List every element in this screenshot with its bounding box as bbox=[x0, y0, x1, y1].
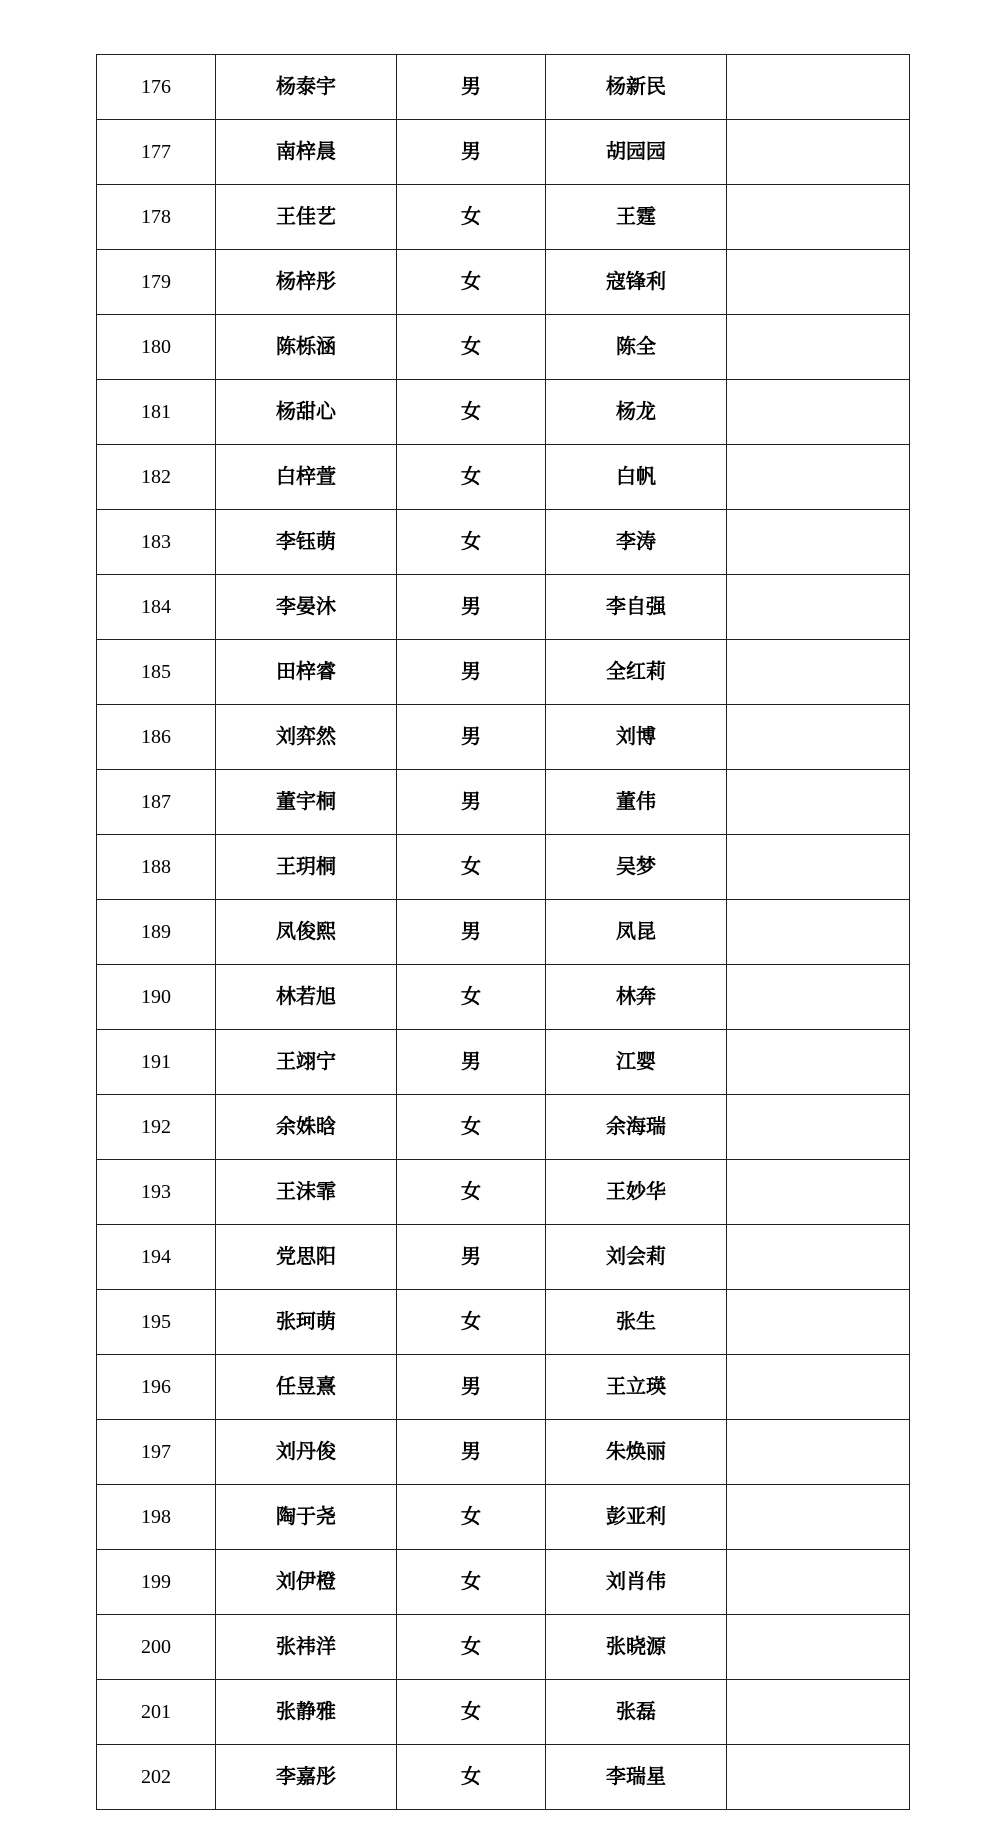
cell-name: 董宇桐 bbox=[216, 770, 397, 835]
cell-index: 202 bbox=[97, 1745, 216, 1810]
cell-gender: 男 bbox=[397, 1420, 546, 1485]
cell-gender: 男 bbox=[397, 900, 546, 965]
cell-guardian: 杨龙 bbox=[546, 380, 727, 445]
table-row bbox=[97, 835, 910, 900]
cell-guardian: 李瑞星 bbox=[546, 1745, 727, 1810]
cell-index: 183 bbox=[97, 510, 216, 575]
cell-note bbox=[727, 1225, 910, 1290]
cell-note bbox=[727, 575, 910, 640]
cell-index: 177 bbox=[97, 120, 216, 185]
table-row bbox=[97, 1485, 910, 1550]
cell-guardian: 凤昆 bbox=[546, 900, 727, 965]
cell-index: 179 bbox=[97, 250, 216, 315]
cell-index: 197 bbox=[97, 1420, 216, 1485]
cell-note bbox=[727, 1095, 910, 1160]
cell-gender: 女 bbox=[397, 380, 546, 445]
cell-index: 186 bbox=[97, 705, 216, 770]
cell-gender: 女 bbox=[397, 1290, 546, 1355]
cell-name: 杨梓彤 bbox=[216, 250, 397, 315]
cell-guardian: 王霆 bbox=[546, 185, 727, 250]
cell-name: 林若旭 bbox=[216, 965, 397, 1030]
cell-index: 192 bbox=[97, 1095, 216, 1160]
cell-index: 201 bbox=[97, 1680, 216, 1745]
cell-name: 杨泰宇 bbox=[216, 55, 397, 120]
cell-guardian: 吴梦 bbox=[546, 835, 727, 900]
table-row bbox=[97, 1290, 910, 1355]
cell-note bbox=[727, 835, 910, 900]
cell-name: 刘伊橙 bbox=[216, 1550, 397, 1615]
cell-name: 白梓萱 bbox=[216, 445, 397, 510]
table-row bbox=[97, 315, 910, 380]
cell-name: 余姝晗 bbox=[216, 1095, 397, 1160]
cell-gender: 男 bbox=[397, 1030, 546, 1095]
cell-gender: 女 bbox=[397, 1615, 546, 1680]
table-row bbox=[97, 120, 910, 185]
cell-name: 张静雅 bbox=[216, 1680, 397, 1745]
cell-gender: 男 bbox=[397, 55, 546, 120]
cell-guardian: 李自强 bbox=[546, 575, 727, 640]
cell-gender: 男 bbox=[397, 705, 546, 770]
cell-gender: 男 bbox=[397, 640, 546, 705]
cell-guardian: 彭亚利 bbox=[546, 1485, 727, 1550]
cell-note bbox=[727, 770, 910, 835]
cell-index: 191 bbox=[97, 1030, 216, 1095]
table-row bbox=[97, 185, 910, 250]
table-row bbox=[97, 1030, 910, 1095]
cell-gender: 女 bbox=[397, 1745, 546, 1810]
table-row bbox=[97, 1550, 910, 1615]
cell-index: 190 bbox=[97, 965, 216, 1030]
cell-note bbox=[727, 1355, 910, 1420]
table-row bbox=[97, 1095, 910, 1160]
cell-guardian: 李涛 bbox=[546, 510, 727, 575]
cell-gender: 女 bbox=[397, 510, 546, 575]
cell-name: 田梓睿 bbox=[216, 640, 397, 705]
cell-index: 178 bbox=[97, 185, 216, 250]
cell-name: 李晏沐 bbox=[216, 575, 397, 640]
cell-note bbox=[727, 55, 910, 120]
cell-note bbox=[727, 250, 910, 315]
cell-index: 189 bbox=[97, 900, 216, 965]
cell-guardian: 江婴 bbox=[546, 1030, 727, 1095]
cell-guardian: 全红莉 bbox=[546, 640, 727, 705]
cell-name: 杨甜心 bbox=[216, 380, 397, 445]
cell-index: 194 bbox=[97, 1225, 216, 1290]
cell-gender: 女 bbox=[397, 835, 546, 900]
cell-name: 李钰萌 bbox=[216, 510, 397, 575]
table-row bbox=[97, 1680, 910, 1745]
cell-name: 党思阳 bbox=[216, 1225, 397, 1290]
cell-note bbox=[727, 1420, 910, 1485]
cell-gender: 男 bbox=[397, 575, 546, 640]
cell-note bbox=[727, 380, 910, 445]
cell-guardian: 张生 bbox=[546, 1290, 727, 1355]
cell-index: 200 bbox=[97, 1615, 216, 1680]
cell-index: 196 bbox=[97, 1355, 216, 1420]
table-row bbox=[97, 900, 910, 965]
cell-gender: 女 bbox=[397, 445, 546, 510]
cell-index: 195 bbox=[97, 1290, 216, 1355]
cell-index: 193 bbox=[97, 1160, 216, 1225]
cell-note bbox=[727, 445, 910, 510]
cell-guardian: 刘肖伟 bbox=[546, 1550, 727, 1615]
cell-name: 陈栎涵 bbox=[216, 315, 397, 380]
cell-index: 180 bbox=[97, 315, 216, 380]
cell-index: 176 bbox=[97, 55, 216, 120]
cell-name: 任昱熹 bbox=[216, 1355, 397, 1420]
cell-guardian: 刘博 bbox=[546, 705, 727, 770]
cell-name: 凤俊熙 bbox=[216, 900, 397, 965]
cell-name: 王翊宁 bbox=[216, 1030, 397, 1095]
cell-gender: 女 bbox=[397, 1550, 546, 1615]
roster-table-body bbox=[97, 55, 910, 1810]
cell-index: 198 bbox=[97, 1485, 216, 1550]
cell-guardian: 王妙华 bbox=[546, 1160, 727, 1225]
cell-note bbox=[727, 1030, 910, 1095]
cell-guardian: 张晓源 bbox=[546, 1615, 727, 1680]
cell-index: 199 bbox=[97, 1550, 216, 1615]
cell-index: 188 bbox=[97, 835, 216, 900]
cell-note bbox=[727, 705, 910, 770]
cell-note bbox=[727, 1615, 910, 1680]
cell-guardian: 董伟 bbox=[546, 770, 727, 835]
table-row bbox=[97, 1160, 910, 1225]
cell-gender: 女 bbox=[397, 185, 546, 250]
cell-index: 181 bbox=[97, 380, 216, 445]
cell-note bbox=[727, 1680, 910, 1745]
cell-name: 陶于尧 bbox=[216, 1485, 397, 1550]
cell-name: 王沫霏 bbox=[216, 1160, 397, 1225]
cell-gender: 女 bbox=[397, 1485, 546, 1550]
cell-guardian: 胡园园 bbox=[546, 120, 727, 185]
table-row bbox=[97, 250, 910, 315]
cell-gender: 女 bbox=[397, 965, 546, 1030]
cell-note bbox=[727, 120, 910, 185]
cell-name: 刘丹俊 bbox=[216, 1420, 397, 1485]
cell-gender: 男 bbox=[397, 1225, 546, 1290]
table-row bbox=[97, 1225, 910, 1290]
cell-note bbox=[727, 185, 910, 250]
cell-name: 南梓晨 bbox=[216, 120, 397, 185]
cell-guardian: 寇锋利 bbox=[546, 250, 727, 315]
cell-guardian: 王立瑛 bbox=[546, 1355, 727, 1420]
table-row bbox=[97, 1355, 910, 1420]
cell-guardian: 杨新民 bbox=[546, 55, 727, 120]
cell-gender: 女 bbox=[397, 1095, 546, 1160]
cell-name: 张祎洋 bbox=[216, 1615, 397, 1680]
cell-gender: 女 bbox=[397, 315, 546, 380]
table-row bbox=[97, 575, 910, 640]
cell-index: 184 bbox=[97, 575, 216, 640]
cell-name: 刘弈然 bbox=[216, 705, 397, 770]
cell-name: 张珂萌 bbox=[216, 1290, 397, 1355]
cell-note bbox=[727, 1485, 910, 1550]
cell-note bbox=[727, 1290, 910, 1355]
table-row bbox=[97, 770, 910, 835]
cell-gender: 女 bbox=[397, 1160, 546, 1225]
table-row bbox=[97, 55, 910, 120]
table-row bbox=[97, 445, 910, 510]
cell-note bbox=[727, 1745, 910, 1810]
table-row bbox=[97, 965, 910, 1030]
cell-name: 王玥桐 bbox=[216, 835, 397, 900]
cell-name: 王佳艺 bbox=[216, 185, 397, 250]
cell-guardian: 刘会莉 bbox=[546, 1225, 727, 1290]
cell-note bbox=[727, 965, 910, 1030]
table-row bbox=[97, 510, 910, 575]
table-row bbox=[97, 640, 910, 705]
cell-guardian: 白帆 bbox=[546, 445, 727, 510]
cell-index: 182 bbox=[97, 445, 216, 510]
cell-gender: 男 bbox=[397, 120, 546, 185]
cell-index: 187 bbox=[97, 770, 216, 835]
cell-note bbox=[727, 1550, 910, 1615]
table-row bbox=[97, 705, 910, 770]
cell-gender: 女 bbox=[397, 1680, 546, 1745]
roster-table bbox=[96, 54, 910, 1810]
cell-gender: 女 bbox=[397, 250, 546, 315]
cell-note bbox=[727, 900, 910, 965]
cell-note bbox=[727, 640, 910, 705]
cell-gender: 男 bbox=[397, 1355, 546, 1420]
cell-name: 李嘉彤 bbox=[216, 1745, 397, 1810]
cell-gender: 男 bbox=[397, 770, 546, 835]
cell-guardian: 林奔 bbox=[546, 965, 727, 1030]
cell-guardian: 张磊 bbox=[546, 1680, 727, 1745]
table-row bbox=[97, 1745, 910, 1810]
cell-note bbox=[727, 1160, 910, 1225]
table-row bbox=[97, 380, 910, 445]
cell-note bbox=[727, 315, 910, 380]
cell-guardian: 陈全 bbox=[546, 315, 727, 380]
cell-index: 185 bbox=[97, 640, 216, 705]
cell-guardian: 余海瑞 bbox=[546, 1095, 727, 1160]
cell-note bbox=[727, 510, 910, 575]
table-row bbox=[97, 1420, 910, 1485]
table-row bbox=[97, 1615, 910, 1680]
cell-guardian: 朱焕丽 bbox=[546, 1420, 727, 1485]
